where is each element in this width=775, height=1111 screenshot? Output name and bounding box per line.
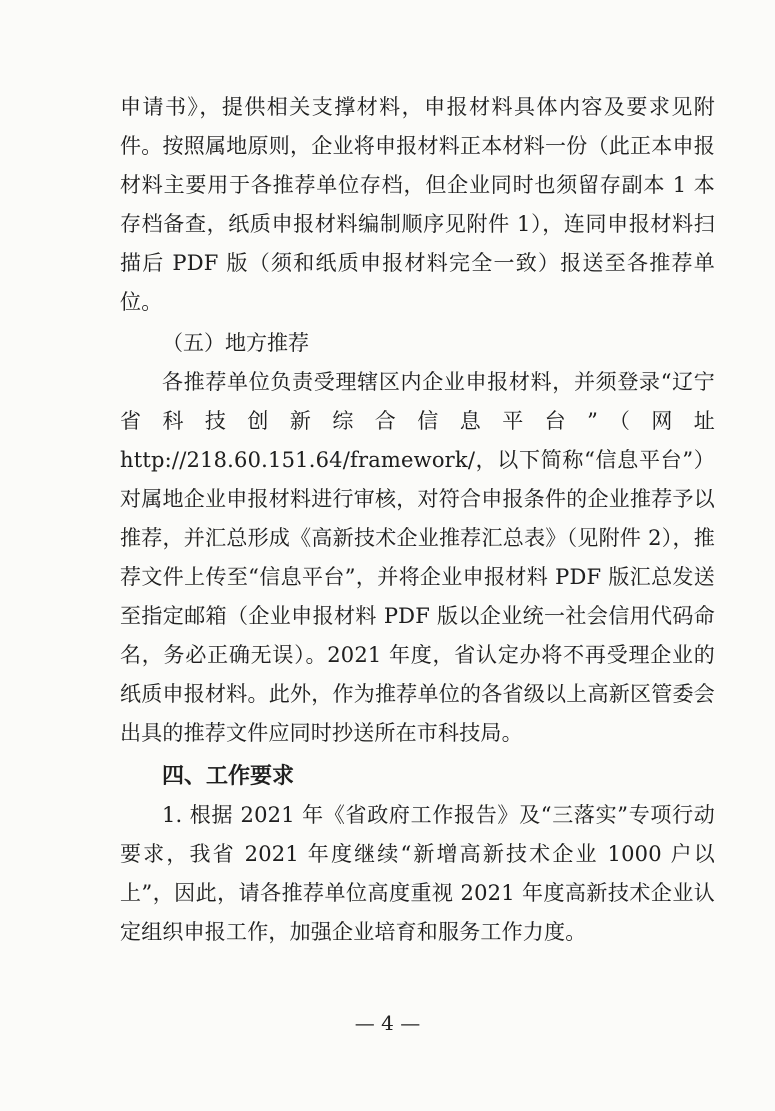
paragraph-application-materials: 申请书》，提供相关支撑材料，申报材料具体内容及要求见附件。按照属地原则，企业将申报材料正本材料一份（此正本申报材料主要用于各推荐单位存档，但企业同时也须留存副本 1 本存档备查，纸质申报材料编制顺序见附件 1），连同申报材料扫描后 PDF 版（须和纸质申报材料完全一致）报送至各推荐单位。 <box>120 95 715 314</box>
page-number: — 4 — <box>354 1011 421 1035</box>
document-content <box>120 88 715 952</box>
section-five-title: （五）地方推荐 <box>162 331 309 355</box>
section-four-title: 四、工作要求 <box>162 764 295 789</box>
paragraph-local-recommendation: 各推荐单位负责受理辖区内企业申报材料，并须登录“辽宁省科技创新综合信息平台”（网址 http://218.60.151.64/framework/，以下简称“信息平台”）对属地企业申报材料进行审核，对符合申报条件的企业推荐予以推荐，并汇总形成《高新技术企业推荐汇总表》（见附件 2），推荐文件上传至“信息平台”，并将企业申报材料 PDF 版汇总发送至指定邮箱（企业申报材料 PDF 版以企业统一社会信用代码命名，务必正确无误）。2021 年度，省认定办将不再受理企业的纸质申报材料。此外，作为推荐单位的各省级以上高新区管委会出具的推荐文件应同时抄送所在市科技局。 <box>120 370 715 745</box>
paragraph-work-requirements: 1. 根据 2021 年《省政府工作报告》及“三落实”专项行动要求，我省 2021 年度继续“新增高新技术企业 1000 户以上”，因此，请各推荐单位高度重视 2021 年度高新技术企业认定组织申报工作，加强企业培育和服务工作力度。 <box>120 803 715 944</box>
